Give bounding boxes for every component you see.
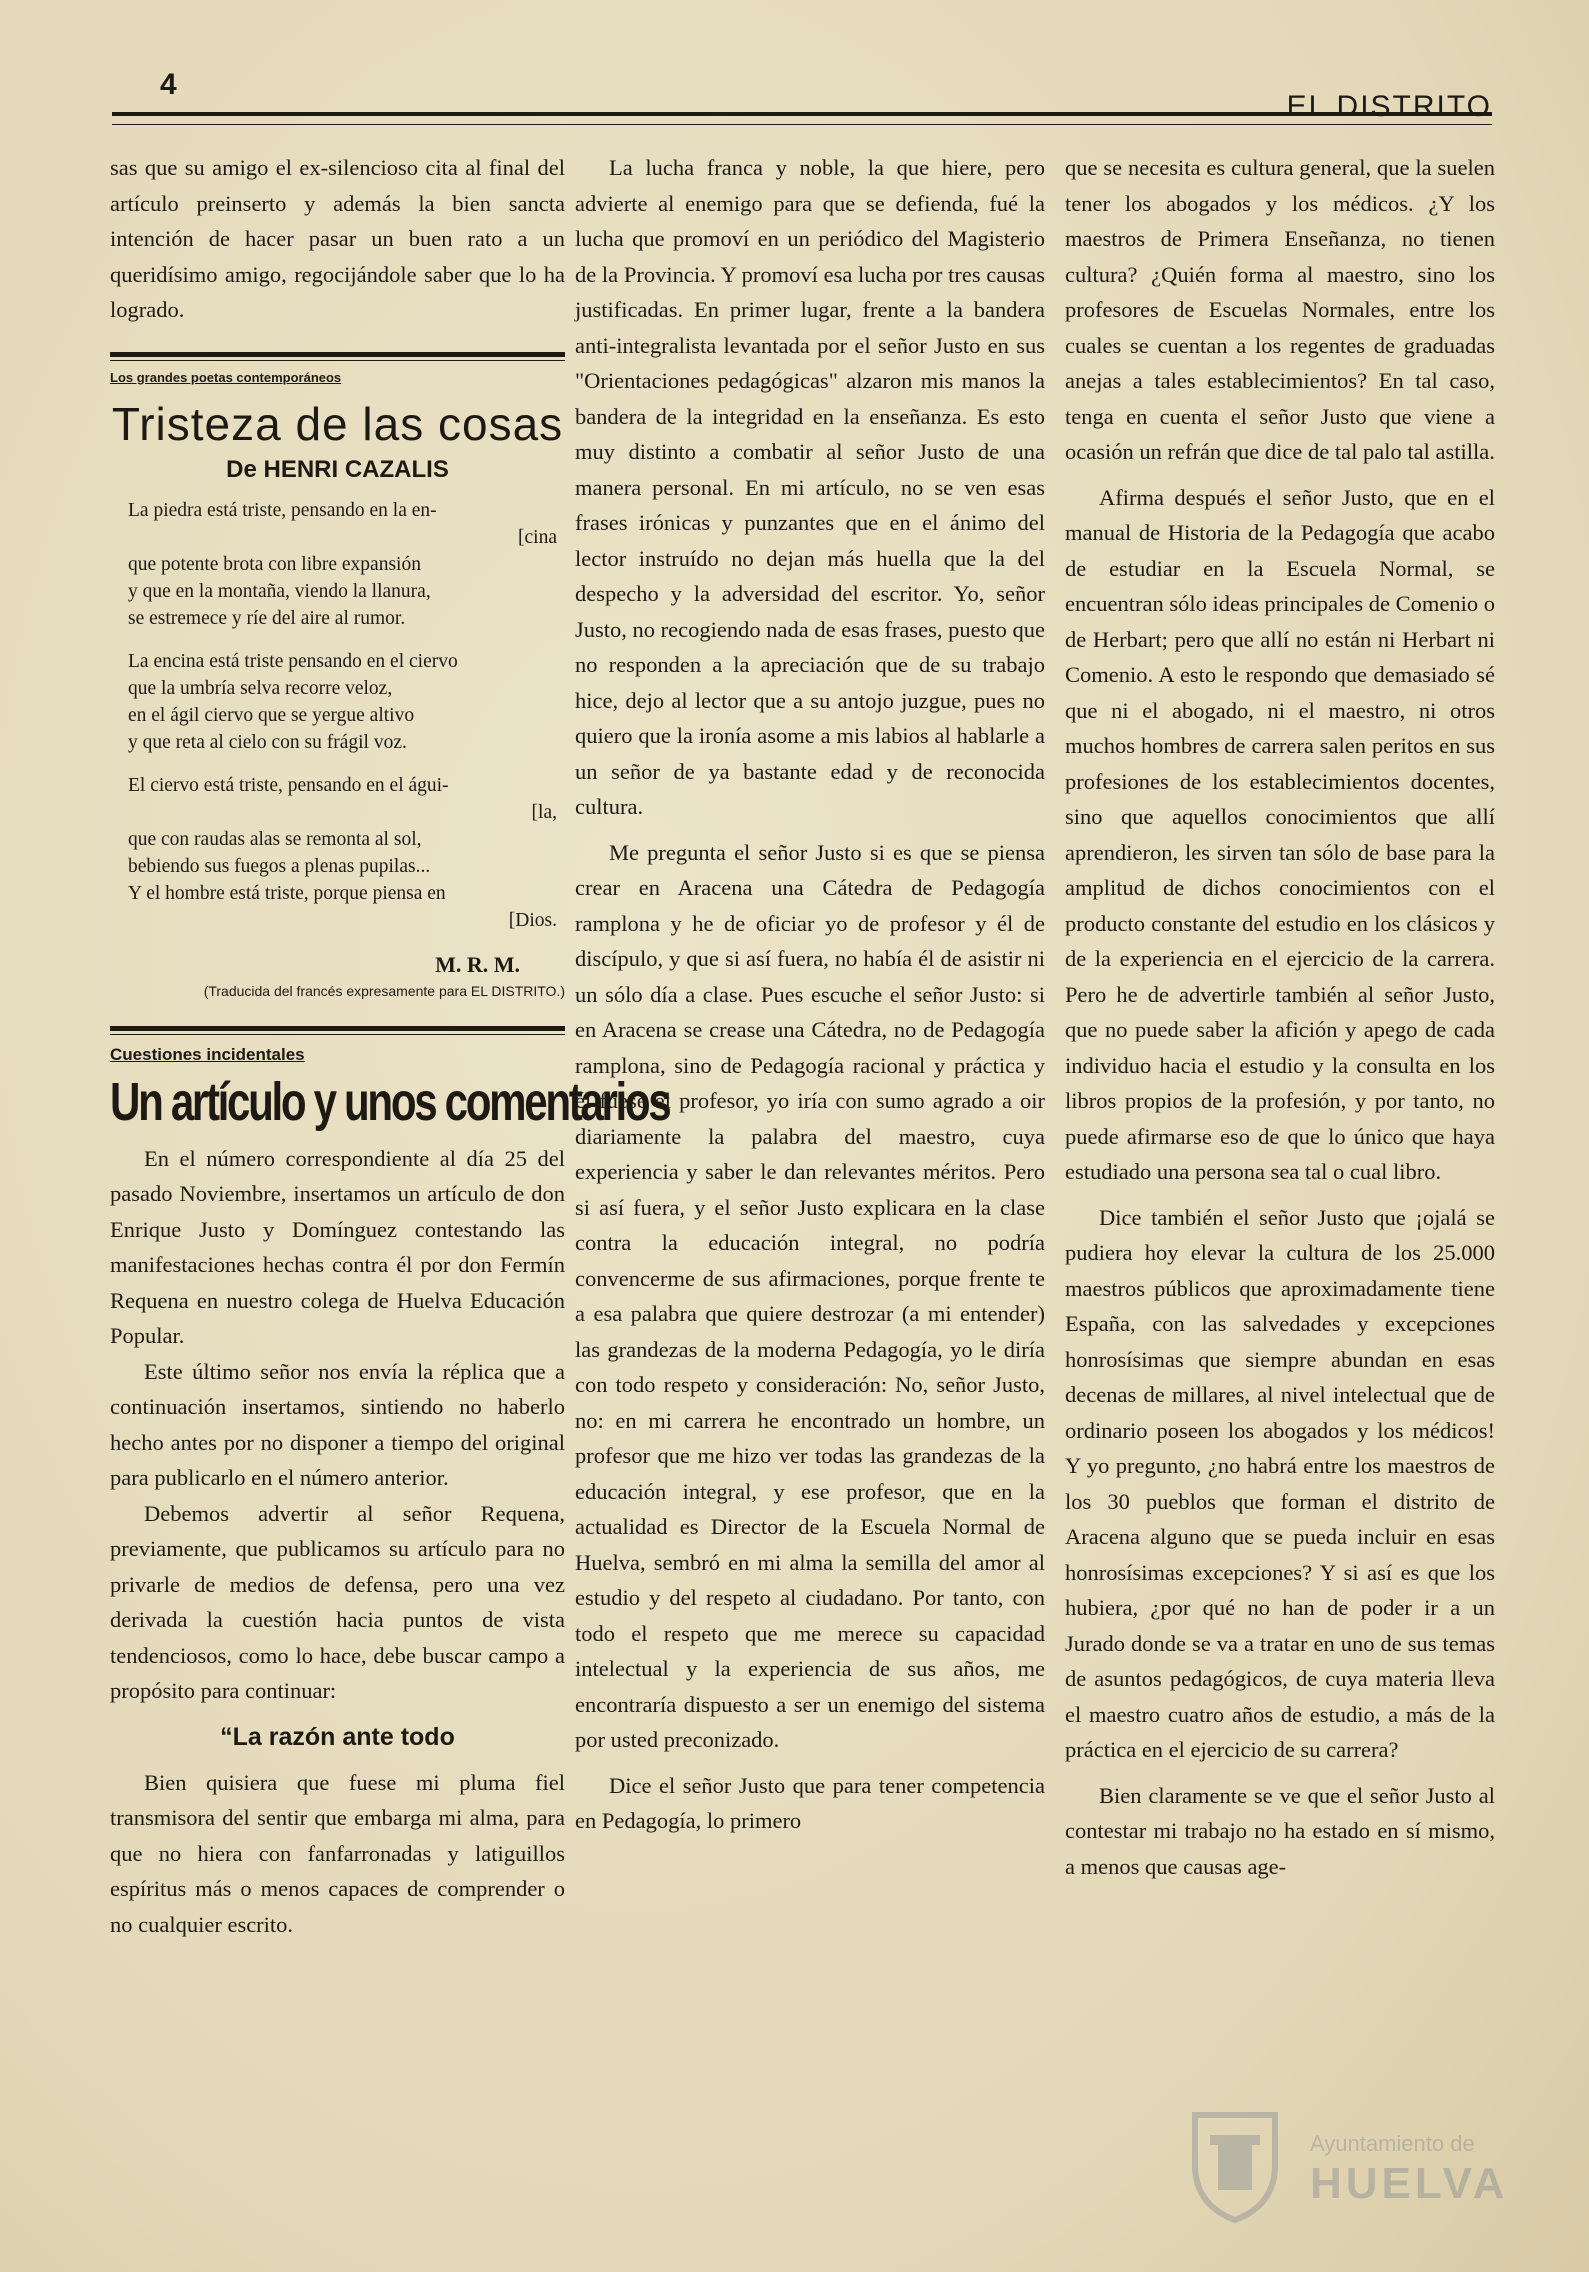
reply-title: “La razón ante todo [220, 1722, 455, 1751]
header-rule [112, 112, 1492, 125]
coat-of-arms-icon [1180, 2105, 1290, 2225]
translation-note: (Traducida del francés expresamente para EL DISTRITO.) [203, 982, 565, 999]
article-paragraph: En el número correspondiente al día 25 del pasado Noviembre, insertamos un artículo de don Enrique Justo y Domínguez contestando las manifestaciones hechas contra él por don Fermín Requena en nuestro colega de Huelva Educación Popular. [110, 1145, 565, 1348]
poem-stanza-1 [110, 497, 565, 632]
page-number: 4 [160, 68, 177, 101]
poem-line: La piedra está triste, pensando en la en- [128, 499, 437, 521]
watermark-line-2: HUELVA [1310, 2159, 1509, 2208]
poem-line: en el ágil ciervo que se yergue altivo [128, 704, 415, 726]
column-3 [1065, 150, 1495, 2200]
article-paragraph: Dice también el señor Justo que ¡ojalá se pudiera hoy elevar la cultura de los 25.000 maestros públicos que aproximadamente tiene España, con las salvedades y excepciones honrosísimas que siempre abundan en esas decenas de millares, al nivel intelectual que de ordinario poseen los abogados y los médicos! Y yo pregunto, ¿no habrá entre los maestros de los 30 pueblos que forman el distrito de Aracena alguno que se pueda incluir en esas honrosísimas excepciones? Y si así es que los hubiera, ¿por qué no han de poder ir a un Jurado donde se va a tratar en uno de sus temas de asuntos pedagógicos, de cuya materia lleva el maestro cuatro años de estudio, a más de la práctica en el ejercicio de su carrera? [1065, 1204, 1495, 1762]
poem-body [110, 497, 565, 934]
article-paragraph: La lucha franca y noble, la que hiere, pero advierte al enemigo para que se defienda, fué la lucha que promoví en un periódico del Magisterio de la Provincia. Y promoví esa lucha por tres causas justificadas. En primer lugar, frente a la bandera anti-integralista levantada por el señor Justo en sus "Orientaciones pedagógicas" alzaron mis manos la bandera de la integridad en la enseñanza. Es esto muy distinto a combatir al señor Justo de una manera personal. En mi artículo, no se ven esas frases irónicas y punzantes que en el ánimo del lector instruído no dejan más huella que la del despecho y la adversidad del escritor. Yo, señor Justo, no recogiendo nada de esas frases, puesto que no responden a la apreciación que de su trabajo hice, dejo al lector que a su antojo juzgue, pues no quiero que la ironía asome a mis labios al hablarle a un señor de ya bastante edad y de reconocida cultura. [575, 155, 1045, 819]
page-header [112, 62, 1492, 132]
poem-line: [la, [531, 801, 557, 823]
poem-signature: M. R. M. [435, 951, 520, 977]
poem-line: que la umbría selva recorre veloz, [128, 677, 393, 699]
newspaper-name: EL DISTRITO [1286, 90, 1492, 123]
article-paragraph: Debemos advertir al señor Requena, previamente, que publicamos su artículo para no privarle de medios de defensa, pero una vez derivada la cuestión hacia puntos de vista tendenciosos, como lo hace, debe buscar campo a propósito para continuar: [110, 1500, 565, 1703]
article-paragraph: que se necesita es cultura general, que la suelen tener los abogados y los médicos. ¿Y los maestros de Primera Enseñanza, no tienen cultura? ¿Quién forma al maestro, sino los profesores de Escuelas Normales, entre los cuales se cuentan a los regentes de graduadas anejas a tales establecimientos? En tal caso, tenga en cuenta el señor Justo que viene a ocasión un refrán que dice de tal palo tal astilla. [1065, 155, 1495, 464]
article-paragraph: Bien quisiera que fuese mi pluma fiel transmisora del sentir que embarga mi alma, para que no hiera con fanfarronadas y latiguillos espíritus más o menos capaces de comprender o no cualquier escrito. [110, 1769, 565, 1937]
section-divider [110, 352, 565, 361]
poem-section-label: Los grandes poetas contemporáneos [110, 369, 342, 385]
poem-line: que potente brota con libre expansión [128, 553, 421, 575]
column-1 [110, 150, 670, 2200]
poem-line: [Dios. [508, 909, 557, 931]
poem-line: [cina [518, 526, 557, 548]
poem-line: La encina está triste pensando en el ciervo [128, 650, 458, 672]
column-1-intro: sas que su amigo el ex-silencioso cita al final del artículo preinserto y además la bien sancta intención de hacer pasar un buen rato a un queridísimo amigo, regocijándole saber que lo ha logrado. [110, 155, 565, 322]
archive-watermark [1180, 2105, 1510, 2225]
article-section-label: Cuestiones incidentales [110, 1044, 305, 1064]
article-paragraph: Bien claramente se ve que el señor Justo al contestar mi trabajo no ha estado en sí mismo, a menos que causas age- [1065, 1782, 1495, 1879]
poem-line: y que en la montaña, viendo la llanura, [128, 580, 431, 602]
article-paragraph: Este último señor nos envía la réplica que a continuación insertamos, sintiendo no haberlo hecho antes por no disponer a tiempo del original para publicarlo en el número anterior. [110, 1358, 565, 1490]
poem-line: El ciervo está triste, pensando en el águi- [128, 774, 449, 796]
poem-stanza-3 [110, 772, 565, 934]
poem-author: De HENRI CAZALIS [226, 455, 449, 483]
article-headline: Un artículo y unos comentarios [110, 1071, 670, 1132]
article-paragraph: Dice el señor Justo que para tener competencia en Pedagogía, lo primero [575, 1772, 1045, 1833]
poem-stanza-2 [110, 648, 565, 756]
watermark-line-1: Ayuntamiento de [1310, 2131, 1475, 2156]
poem-line: bebiendo sus fuegos a plenas pupilas... [128, 855, 431, 877]
poem-line: se estremece y ríe del aire al rumor. [128, 607, 406, 629]
poem-line: que con raudas alas se remonta al sol, [128, 828, 422, 850]
column-2 [575, 150, 1045, 2200]
poem-title: Tristeza de las cosas [111, 397, 564, 450]
article-paragraph: Me pregunta el señor Justo si es que se piensa crear en Aracena una Cátedra de Pedagogía ramplona y he de oficiar yo de profesor y él de discípulo, y que si así fuera, no había él de asistir ni un sólo día a clase. Pues escuche el señor Justo: si en Aracena se crease una Cátedra, no de Pedagogía ramplona, sino de Pedagogía racional y práctica y él fuese el profesor, yo iría con sumo agrado a oir diariamente la palabra del maestro, cuya experiencia y saber le dan relevantes méritos. Pero si así fuera, y el señor Justo explicara en la clase contra la educación integral, no podría convencerme de sus afirmaciones, porque frente te a esa palabra que quiere destrozar (a mi entender) las grandezas de la moderna Pedagogía, yo le diría con todo respeto y consideración: No, señor Justo, no: en mi carrera he encontrado un hombre, un profesor que me hizo ver todas las grandezas de la educación integral, y ese profesor, que en la actualidad es Director de la Escuela Normal de Huelva, sembró en mi alma la semilla del amor al estudio y del respeto al ciudadano. Por tanto, con todo el respeto que me merece su capacidad intelectual y la experiencia de sus años, me encontraría dispuesto a ser un enemigo del sistema por usted preconizado. [575, 839, 1045, 1752]
poem-line: y que reta al cielo con su frágil voz. [128, 731, 407, 753]
article-paragraph: Afirma después el señor Justo, que en el manual de Historia de la Pedagogía que acabo de estudiar en la Escuela Normal, se encuentran sólo ideas principales de Comenio o de Herbart; pero que allí no están ni Herbart ni Comenio. A esto le respondo que demasiado sé que ni el abogado, ni el maestro, ni otros muchos hombres de carrera salen peritos en sus profesiones de los establecimientos docentes, sino que aquellos conocimientos que allí aprendieron, les sirven tan sólo de base para la amplitud de dichos conocimientos con el producto constante del estudio en los clásicos y de la experiencia en el ejercicio de la carrera. Pero he de advertirle también al señor Justo, que no puede saber la afición y apego de cada individuo hacia el estudio y la consulta en los libros propios de la profesión, y por tanto, no puede afirmarse eso de que lo único que haya estudiado una persona sea tal o cual libro. [1065, 484, 1495, 1184]
section-divider [110, 1026, 565, 1035]
poem-line: Y el hombre está triste, porque piensa en [128, 882, 446, 904]
